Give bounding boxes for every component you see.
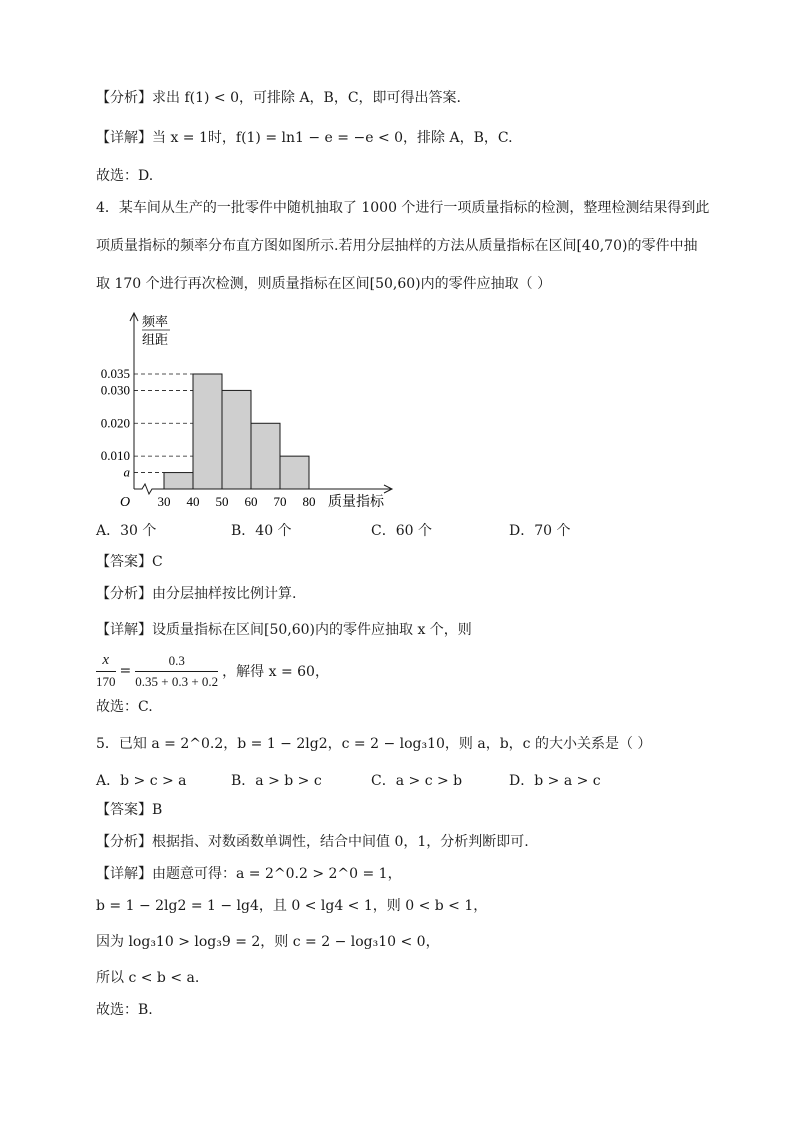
x-tick-label: 30 xyxy=(157,494,171,509)
answer-tag: 【答案】 xyxy=(96,802,152,818)
q4-choice-c[interactable]: C．60 个 xyxy=(371,523,432,539)
q5-stem: 5．已知 a = 2^0.2，b = 1 − 2lg2，c = 2 − log₃10，则 a，b，c 的大小关系是（ ） xyxy=(96,736,652,752)
equation-lhs xyxy=(96,652,116,690)
analysis-text: 根据指、对数函数单调性，结合中间值 0，1，分析判断即可. xyxy=(152,834,529,850)
q4-stem-line2: 项质量指标的频率分布直方图如图所示.若用分层抽样的方法从质量指标在区间[40,70)的零件中抽 xyxy=(96,238,698,254)
q4-analysis xyxy=(96,584,296,604)
histogram-bar xyxy=(251,423,280,489)
answer-value: B xyxy=(152,802,163,818)
y-tick-label: 0.010 xyxy=(100,448,130,464)
origin-label: O xyxy=(120,495,131,510)
detail-text: 当 x = 1时，f(1) = ln1 − e = −e < 0，排除 A，B，C. xyxy=(152,130,513,146)
q5-step2: 因为 log₃10 > log₃9 = 2，则 c = 2 − log₃10 < 0， xyxy=(96,934,440,950)
detail-tag: 【详解】 xyxy=(96,866,152,882)
x-tick-label: 70 xyxy=(273,494,287,509)
q5-detail xyxy=(96,864,402,884)
q4-equation: $\frac{x}{170}$ = $\frac{0.3}{0.35 + 0.3 + 0.2}$ ，解得 x = 60， xyxy=(96,652,329,689)
histogram-bar xyxy=(193,374,222,489)
x-tick-label: 50 xyxy=(215,494,229,509)
q5-analysis xyxy=(96,832,529,852)
q4-select: 故选：C. xyxy=(96,699,153,715)
prev-select: 故选：D. xyxy=(96,168,154,184)
rhs-numerator: 0.3 xyxy=(135,653,218,672)
analysis-text: 求出 f(1) < 0，可排除 A，B，C，即可得出答案. xyxy=(152,90,462,106)
y-tick-label: 0.030 xyxy=(100,382,130,398)
x-tick-label: 40 xyxy=(186,494,200,509)
y-axis-label-top: 频率 xyxy=(142,314,169,329)
detail-text: 由题意可得：a = 2^0.2 > 2^0 = 1， xyxy=(152,866,402,882)
equation-tail: ，解得 x = 60， xyxy=(222,664,329,680)
q4-choice-a[interactable]: A．30 个 xyxy=(96,523,157,539)
q4-choices xyxy=(96,520,696,540)
analysis-tag: 【分析】 xyxy=(96,834,152,850)
histogram-chart xyxy=(92,305,412,525)
prev-analysis xyxy=(96,88,461,108)
y-tick-label: 0.020 xyxy=(100,415,130,431)
q4-stem-line3: 取 170 个进行再次检测，则质量指标在区间[50,60)内的零件应抽取（ ） xyxy=(96,276,552,292)
q4-choice-b[interactable]: B．40 个 xyxy=(231,523,292,539)
x-tick-label: 60 xyxy=(244,494,258,509)
q4-detail xyxy=(96,620,472,640)
answer-tag: 【答案】 xyxy=(96,554,152,570)
q5-step1: b = 1 − 2lg2 = 1 − lg4，且 0 < lg4 < 1，则 0 < b < 1， xyxy=(96,898,488,914)
q5-choices xyxy=(96,770,696,790)
detail-text: 设质量指标在区间[50,60)内的零件应抽取 x 个，则 xyxy=(152,622,472,638)
q5-step3: 所以 c < b < a. xyxy=(96,970,200,986)
q5-select: 故选：B. xyxy=(96,1002,153,1018)
q5-choice-b[interactable]: B．a > b > c xyxy=(231,773,322,789)
rhs-denominator: 0.35 + 0.3 + 0.2 xyxy=(135,673,219,689)
histogram-bar xyxy=(222,390,251,489)
prev-detail xyxy=(96,128,513,148)
x-axis-label: 质量指标 xyxy=(328,495,384,510)
y-axis-label-bottom: 组距 xyxy=(142,332,169,347)
equation-rhs xyxy=(135,653,218,690)
q4-answer xyxy=(96,552,163,572)
q5-answer xyxy=(96,800,162,820)
q4-choice-d[interactable]: D．70 个 xyxy=(509,523,571,539)
detail-tag: 【详解】 xyxy=(96,622,152,638)
lhs-denominator: 170 xyxy=(96,674,116,689)
histogram-bar xyxy=(280,456,309,489)
lhs-numerator: x xyxy=(96,652,116,672)
answer-value: C xyxy=(152,554,163,570)
detail-tag: 【详解】 xyxy=(96,130,152,146)
analysis-tag: 【分析】 xyxy=(96,90,152,106)
q5-choice-d[interactable]: D．b > a > c xyxy=(509,773,601,789)
analysis-tag: 【分析】 xyxy=(96,586,152,602)
histogram-bar xyxy=(164,473,193,489)
y-tick-label: a xyxy=(123,464,130,480)
x-tick-label: 80 xyxy=(302,494,316,509)
q5-choice-a[interactable]: A．b > c > a xyxy=(96,773,187,789)
analysis-text: 由分层抽样按比例计算. xyxy=(152,586,297,602)
q5-choice-c[interactable]: C．a > c > b xyxy=(371,773,463,789)
q4-stem-line1: 4．某车间从生产的一批零件中随机抽取了 1000 个进行一项质量指标的检测，整理检测结果得到此 xyxy=(96,200,710,216)
y-tick-label: 0.035 xyxy=(100,365,130,381)
